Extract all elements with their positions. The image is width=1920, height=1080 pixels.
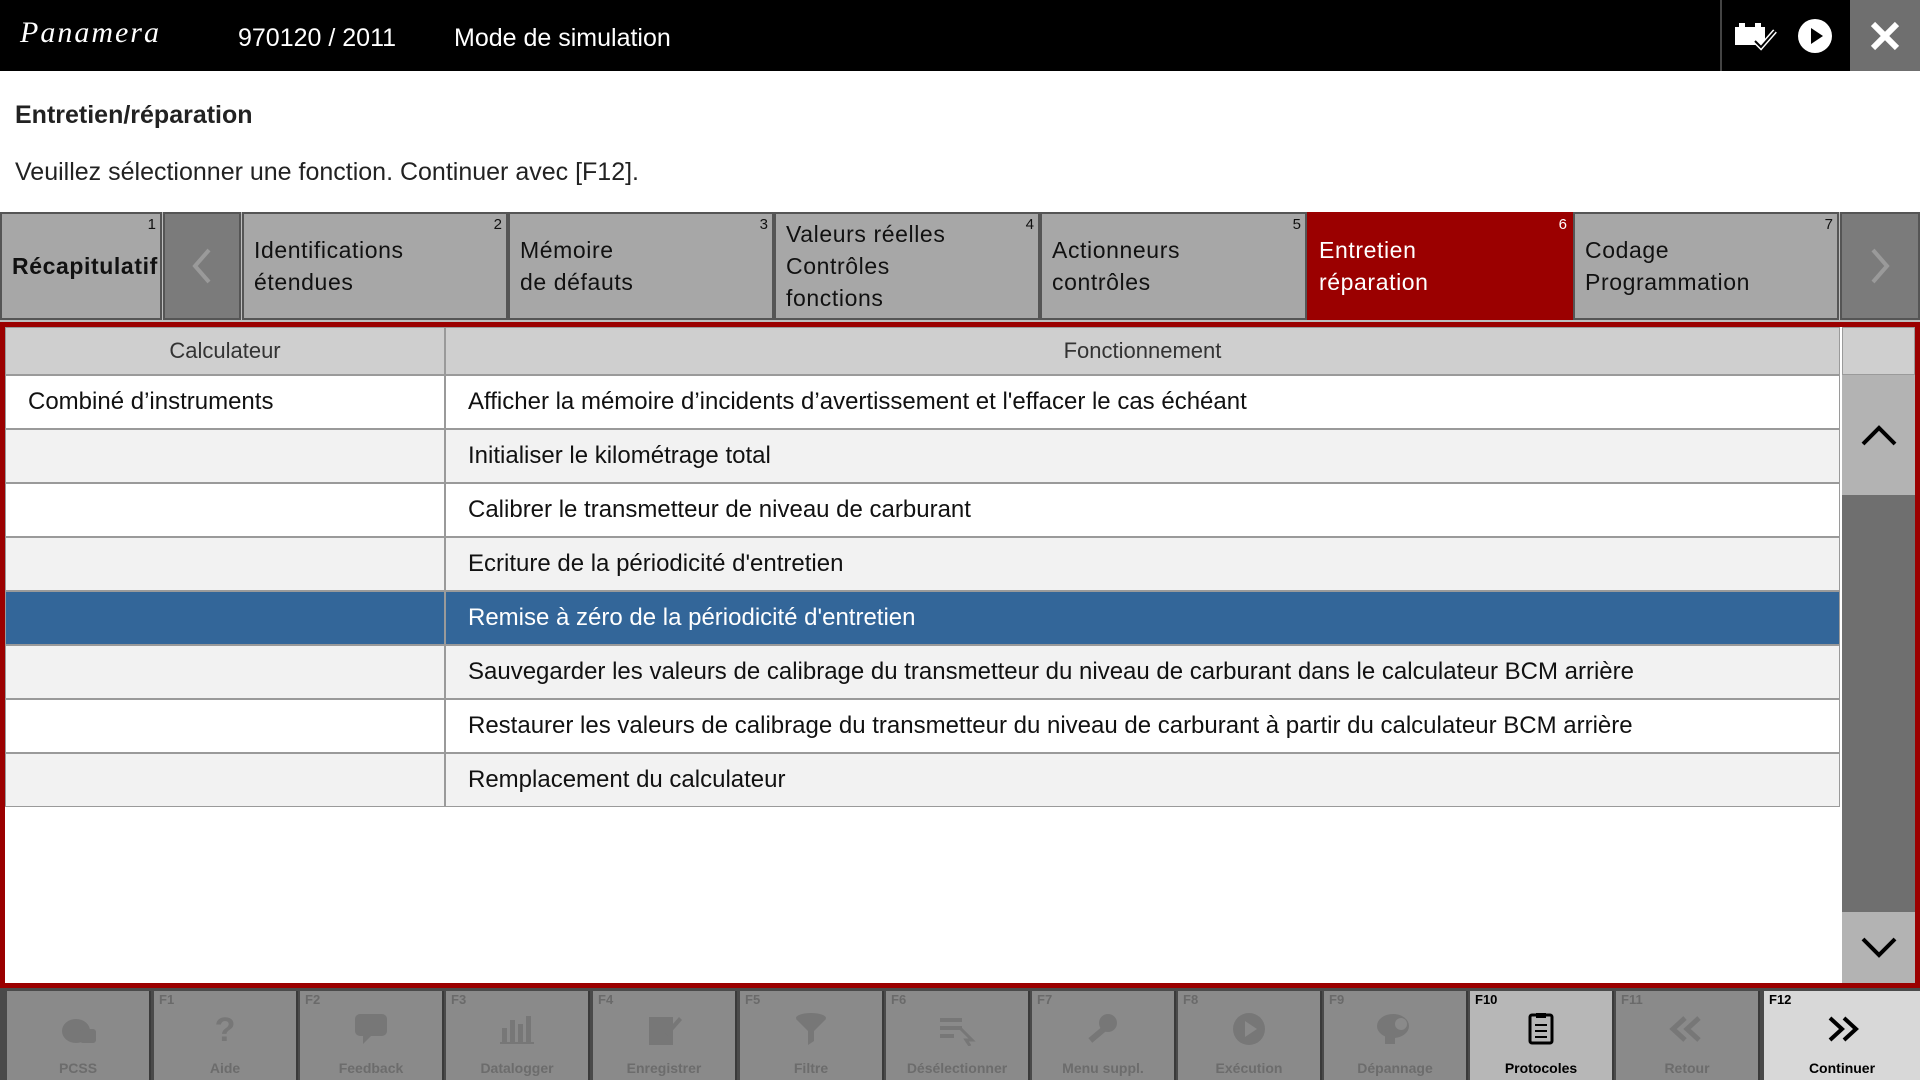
button-label: Protocoles [1504,1060,1578,1076]
function-key-label: F4 [598,992,614,1007]
scroll-down-button[interactable] [1842,912,1915,983]
table-row[interactable] [5,483,1840,537]
play-icon[interactable] [1785,0,1845,71]
chevron-down-icon [1859,935,1899,961]
help-icon [154,1009,296,1049]
filter-icon [740,1009,882,1049]
function-key-label: F6 [891,992,907,1007]
function-key-label: F9 [1329,992,1345,1007]
scrollbar-header-cap [1842,327,1915,375]
tab-label: réparation [1319,269,1429,295]
scroll-up-button[interactable] [1842,375,1915,495]
function-cell: Ecriture de la périodicité d'entretien [445,537,1840,591]
feedback-button[interactable] [300,991,444,1080]
feedback-icon [300,1009,442,1049]
table-row[interactable] [5,699,1840,753]
deselect-button[interactable] [886,991,1030,1080]
tab-codage-programmation[interactable] [1573,212,1839,320]
chevron-left-icon [187,246,217,286]
tab-number: 4 [1025,216,1034,233]
execute-button[interactable] [1178,991,1322,1080]
play-icon [1178,1009,1320,1049]
tab-entretien-reparation[interactable] [1307,212,1573,320]
ecu-cell [5,645,445,699]
chevron-up-icon [1859,422,1899,448]
model-logo: Panamera [20,16,161,49]
datalogger-button[interactable] [446,991,590,1080]
chart-icon [446,1009,588,1049]
tab-scroll-left-button[interactable] [163,212,241,320]
tab-memoire-defauts[interactable] [508,212,774,320]
car-icon [7,1009,149,1049]
divider [1720,0,1722,71]
function-cell: Afficher la mémoire d’incidents d’avertissement et l'effacer le cas échéant [445,375,1840,429]
page-title: Entretien/réparation [15,101,253,129]
ecu-cell [5,537,445,591]
button-label: Désélectionner [906,1060,1008,1076]
tab-label: Récapitulatif [12,253,158,279]
troubleshoot-icon [1324,1009,1466,1049]
save-icon [593,1009,735,1049]
table-row[interactable] [5,537,1840,591]
tab-recapitulatif[interactable] [0,212,162,320]
top-bar [0,0,1920,71]
button-label: Exécution [1215,1060,1283,1076]
close-icon [1868,19,1902,53]
tab-scroll-right-button[interactable] [1840,212,1920,320]
document-icon [1470,1009,1612,1049]
deselect-icon [886,1009,1028,1049]
svg-text:?: ? [214,1011,236,1047]
button-label: Enregistrer [626,1060,702,1076]
tab-label: Programmation [1585,269,1751,295]
function-cell: Restaurer les valeurs de calibrage du transmetteur du niveau de carburant à partir du calculateur BCM arrière [445,699,1840,753]
ecu-cell [5,591,445,645]
forward-icon [1764,1009,1920,1049]
tab-label: Codage [1585,237,1670,263]
table-row[interactable] [5,753,1840,807]
filter-button[interactable] [740,991,884,1080]
tab-label: Identifications [254,237,404,263]
close-button[interactable] [1850,0,1920,71]
tools-icon [1032,1009,1174,1049]
table-row[interactable] [5,429,1840,483]
column-header-fonctionnement: Fonctionnement [445,327,1840,375]
tab-valeurs-reelles[interactable] [774,212,1040,320]
table-row[interactable] [5,375,1840,429]
function-key-label: F7 [1037,992,1053,1007]
tab-label: Entretien [1319,237,1417,263]
ecu-cell [5,699,445,753]
more-menu-button[interactable] [1032,991,1176,1080]
function-key-label: F11 [1621,992,1643,1007]
tab-label: Contrôles [786,253,890,279]
tab-identifications[interactable] [242,212,508,320]
tab-bar [0,212,1920,322]
function-cell: Sauvegarder les valeurs de calibrage du transmetteur du niveau de carburant dans le calculateur BCM arrière [445,645,1840,699]
button-label: Feedback [338,1060,404,1076]
button-label: Dépannage [1357,1060,1433,1076]
troubleshoot-button[interactable] [1324,991,1468,1080]
function-key-toolbar [0,988,1920,1080]
button-label: Datalogger [480,1060,554,1076]
tab-label: contrôles [1052,269,1151,295]
tab-label: étendues [254,269,354,295]
tab-actionneurs[interactable] [1040,212,1307,320]
button-label: Filtre [793,1060,829,1076]
tab-number: 3 [759,216,768,233]
mode-label: Mode de simulation [454,24,671,52]
help-button[interactable] [154,991,298,1080]
function-key-label: F8 [1183,992,1199,1007]
function-key-label: F12 [1769,992,1792,1007]
tab-number: 6 [1558,216,1567,233]
button-label: Aide [209,1060,241,1076]
ecu-cell: Combiné d’instruments [5,375,445,429]
battery-check-icon[interactable] [1725,0,1785,71]
save-button[interactable] [593,991,737,1080]
function-key-label: F10 [1475,992,1498,1007]
button-label: PCSS [58,1060,98,1076]
function-key-label: F5 [745,992,761,1007]
ecu-cell [5,753,445,807]
ecu-cell [5,483,445,537]
back-button[interactable] [1616,991,1760,1080]
table-row[interactable] [5,645,1840,699]
function-cell: Remplacement du calculateur [445,753,1840,807]
tab-number: 2 [493,216,502,233]
scrollbar[interactable] [1842,327,1915,983]
vehicle-id: 970120 / 2011 [238,24,397,52]
function-key-label: F2 [305,992,321,1007]
table-row-selected[interactable] [5,591,1840,645]
continue-button[interactable] [1764,991,1920,1080]
ecu-cell [5,429,445,483]
tab-label: Valeurs réelles [786,221,946,247]
pcss-button[interactable] [7,991,151,1080]
column-header-calculateur: Calculateur [5,327,445,375]
button-label: Continuer [1808,1060,1876,1076]
tab-number: 5 [1292,216,1301,233]
instruction-text: Veuillez sélectionner une fonction. Continuer avec [F12]. [15,158,639,186]
back-icon [1616,1009,1758,1049]
tab-number: 7 [1824,216,1833,233]
function-key-label: F1 [159,992,175,1007]
chevron-right-icon [1865,246,1895,286]
function-cell: Calibrer le transmetteur de niveau de carburant [445,483,1840,537]
tab-label: Actionneurs [1052,237,1181,263]
button-label: Menu suppl. [1062,1060,1144,1076]
function-cell: Initialiser le kilométrage total [445,429,1840,483]
protocols-button[interactable] [1470,991,1614,1080]
tab-number: 1 [147,216,156,233]
function-key-label: F3 [451,992,467,1007]
tab-label: de défauts [520,269,634,295]
tab-label: fonctions [786,285,884,311]
tab-label: Mémoire [520,237,614,263]
button-label: Retour [1664,1060,1710,1076]
function-cell: Remise à zéro de la périodicité d'entretien [445,591,1840,645]
